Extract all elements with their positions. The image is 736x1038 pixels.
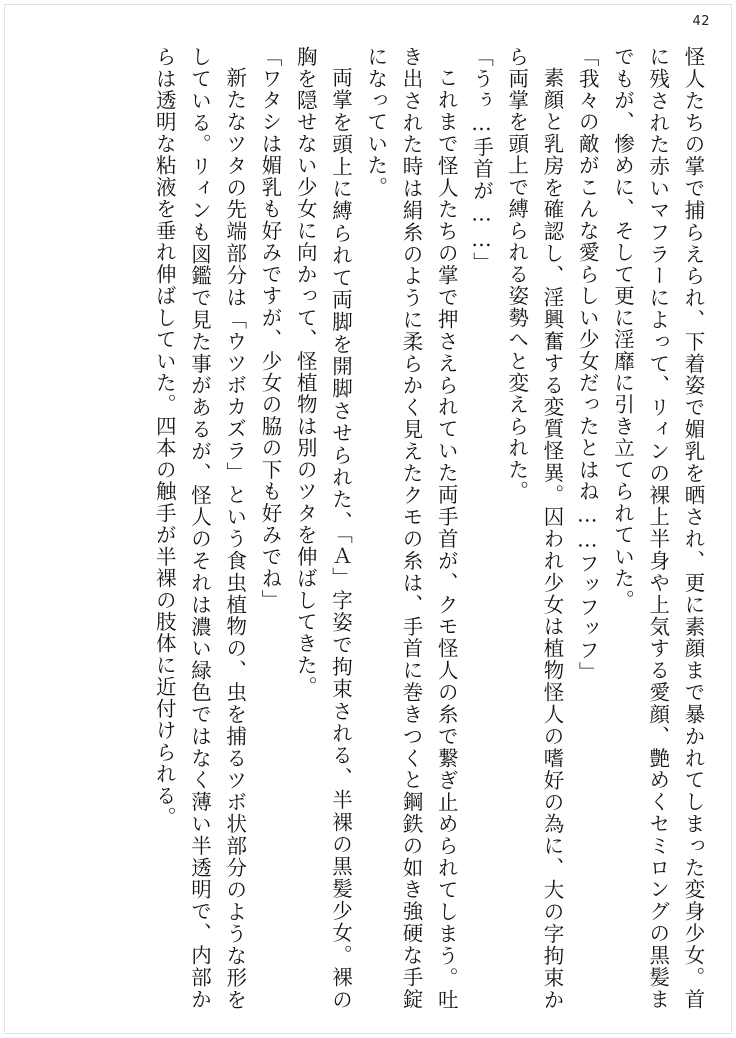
- paragraph: 「うぅ…手首が……」: [469, 46, 494, 274]
- paragraph: 素顔と乳房を確認し、淫興奮する変質怪異。囚われ少女は植物怪人の嗜好の為に、大の字拘束から両掌を頭上で縛られる姿勢へと変えられた。: [504, 46, 564, 1010]
- paragraph: 「我々の敵がこんな愛らしい少女だったとはね……フッフッフ」: [575, 46, 600, 684]
- paragraph: これまで怪人たちの掌で押さえられていた両手首が、クモ怪人の糸で繋ぎ止められてしまう。吐き出された時は絹糸のように柔らかく見えたクモの糸は、手首に巻きつくと鋼鉄の如き強硬な手錠になっていた。: [363, 46, 459, 1010]
- paragraph: 「ワタシは媚乳も好みですが、少女の脇の下も好みでね」: [258, 46, 282, 611]
- paragraph: 両掌を頭上に縛られて両脚を開脚させられた、「Ａ」字姿で拘束される、半裸の黒髪少女。裸の胸を隠せない少女に向かって、怪植物は別のツタを伸ばしてきた。: [293, 46, 353, 1010]
- page-number: 42: [692, 14, 710, 29]
- paragraph: 怪人たちの掌で捕らえられ、下着姿で媚乳を晒され、更に素顔まで暴かれてしまった変身少女。首に残された赤いマフラーによって、リィンの裸上半身や上気する愛顔、艶めくセミロングの黒髪までもが、惨めに、そして更に淫靡に引き立てられていた。: [610, 46, 705, 1010]
- paragraph: 新たなツタの先端部分は「ウツボカズラ」という食虫植物の、虫を捕るツボ状部分のような形をしている。リィンも図鑑で見た事があるが、怪人のそれは濃い緑色ではなく薄い半透明で、内部からは透明な粘液を垂れ伸ばしていた。四本の触手が半裸の肢体に近付けられる。: [152, 46, 247, 1010]
- page-text-body: [28, 46, 710, 1010]
